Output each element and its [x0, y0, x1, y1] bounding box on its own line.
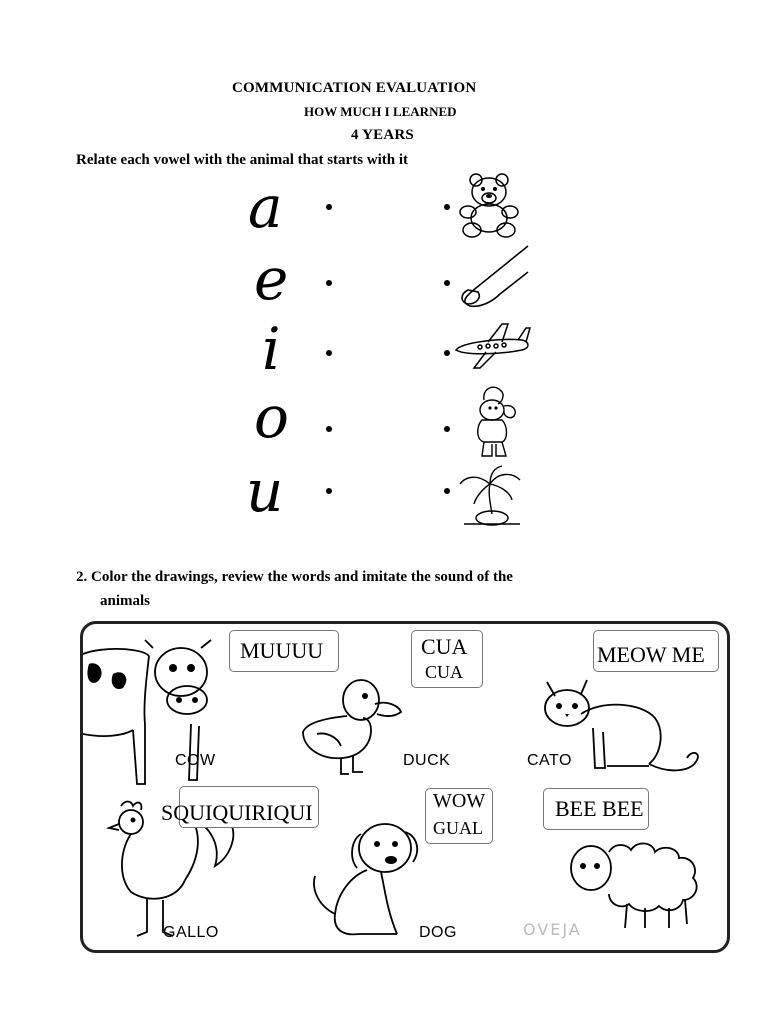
teddy-bear-icon	[454, 172, 524, 238]
picture-dot[interactable]	[444, 350, 450, 356]
page-subtitle: HOW MUCH I LEARNED	[304, 104, 457, 119]
cat-label: CATO	[527, 752, 572, 769]
vowel-dot[interactable]	[326, 426, 332, 432]
instruction-2: 2. Color the drawings, review the words and imitate the sound of the	[76, 569, 513, 585]
vowel-matching-area	[240, 170, 540, 530]
vowel-o: o	[254, 383, 289, 451]
vowel-dot[interactable]	[326, 280, 332, 286]
rooster-label: GALLO	[163, 924, 219, 941]
sheep-label: OVEJA	[523, 920, 582, 939]
cow-label: COW	[175, 752, 216, 769]
vowel-e: e	[254, 245, 289, 313]
instruction-2-continued: animals	[100, 593, 151, 609]
cow-sound: MUUUU	[240, 638, 324, 663]
sheep-sound: BEE BEE	[555, 796, 644, 821]
animal-sounds-panel	[80, 621, 730, 953]
picture-dot[interactable]	[444, 488, 450, 494]
instruction-1: Relate each vowel with the animal that starts with it	[76, 152, 409, 168]
picture-dot[interactable]	[444, 426, 450, 432]
gnome-icon	[466, 384, 522, 460]
rooster-sound: SQUIQUIRIQUI	[161, 800, 313, 825]
dog-sound: WOW	[433, 790, 486, 812]
picture-dot[interactable]	[444, 204, 450, 210]
duck-icon	[297, 674, 417, 784]
vowel-dot[interactable]	[326, 204, 332, 210]
dog-icon	[301, 810, 431, 942]
picture-dot[interactable]	[444, 280, 450, 286]
finger-icon	[454, 242, 530, 308]
vowel-u: u	[246, 457, 284, 525]
age-heading: 4 YEARS	[351, 127, 414, 143]
dog-sound-2: GUAL	[433, 818, 483, 838]
cow-icon	[83, 634, 223, 794]
vowel-a: a	[248, 173, 283, 241]
duck-sound: CUA	[421, 634, 468, 659]
cat-sound: MEOW ME	[597, 642, 705, 667]
vowel-i: i	[262, 315, 281, 383]
sheep-icon	[565, 824, 715, 934]
vowel-dot[interactable]	[326, 350, 332, 356]
page-title: COMMUNICATION EVALUATION	[232, 80, 477, 96]
dog-label: DOG	[419, 924, 457, 941]
duck-sound-2: CUA	[425, 662, 464, 682]
palm-island-icon	[454, 464, 534, 530]
vowel-dot[interactable]	[326, 488, 332, 494]
airplane-icon	[452, 320, 532, 372]
duck-label: DUCK	[403, 752, 451, 769]
